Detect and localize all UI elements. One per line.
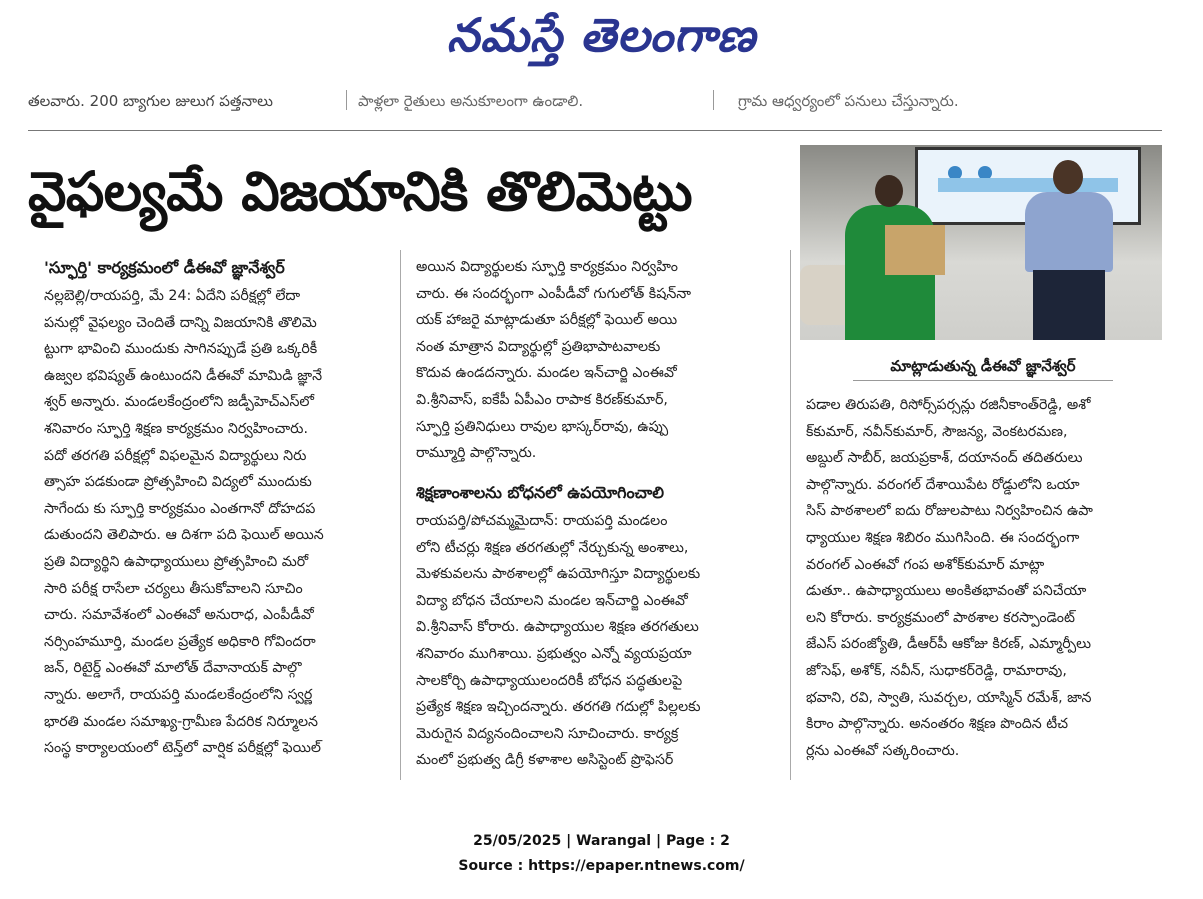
text-line: రాయపర్తి/పోచమ్మమైదాన్: రాయపర్తి మండలం [416, 513, 668, 529]
text-line: స్ఫూర్తి ప్రతినిధులు రావుల భాస్కర్‌రావు, ఉప్పు [416, 418, 669, 435]
text-line: నంత మాత్రాన విద్యార్థుల్లో ప్రతిభాపాటవాలకు [416, 338, 661, 355]
text-line: అబ్దుల్ సాబీర్, జయప్రకాశ్, దయానంద్ తదితరులు [806, 450, 1083, 467]
text-line: డుతూ.. ఉపాధ్యాయులు అంకితభావంతో పనిచేయా [806, 583, 1087, 600]
cut-text-right: గ్రామ ఆధ్వర్యంలో పనులు చేస్తున్నారు. [738, 92, 959, 110]
text-line: క్‌కుమార్, నవీన్‌కుమార్, సౌజన్య, వెంకటరమణ, [806, 423, 1068, 440]
person-woman [835, 175, 945, 340]
text-line: సాగేందు కు స్ఫూర్తి కార్యక్రమం ఎంతగానో దోహదప [44, 500, 316, 517]
text-line: ప్రత్యేక శిక్షణ ఇచ్చిందన్నారు. తరగతి గదుల్లో పిల్లలకు [416, 699, 701, 716]
subheading-2: శిక్షణాంశాలను బోధనలో ఉపయోగించాలి [416, 483, 664, 502]
text-line: న్నారు. అలాగే, రాయపర్తి మండలకేంద్రంలోని స్వర్ణ [44, 686, 313, 703]
column-1 [44, 283, 390, 762]
text-line: జేఎస్ పరంజ్యోతి, డీఆర్‌పీ ఆకోజు కిరణ్, ఎమ్మార్పీలు [806, 636, 1092, 653]
footer-source: Source : https://epaper.ntnews.com/ [458, 858, 745, 874]
divider [346, 90, 347, 110]
cut-text-mid: పాళ్లలా రైతులు అనుకూలంగా ఉండాలి. [358, 92, 584, 110]
text-line: నర్సింహమూర్తి, మండల ప్రత్యేక అధికారి గోవిందరా [44, 633, 316, 650]
column-2b [416, 508, 778, 774]
text-line: వి.శ్రీనివాస్ కోరారు. ఉపాధ్యాయుల శిక్షణ తరగతులు [416, 619, 699, 636]
text-line: ధ్యాయుల శిక్షణ శిబిరం ముగిసింది. ఈ సందర్భంగా [806, 529, 1080, 546]
text-line: అయిన విద్యార్థులకు స్ఫూర్తి కార్యక్రమం నిర్వహిం [416, 259, 678, 275]
footer-date-edition: 25/05/2025 | Warangal | Page : 2 [473, 833, 730, 849]
text-line: లని కోరారు. కార్యక్రమంలో పాఠశాల కరస్పాండెంట్ [806, 609, 1075, 626]
text-line: శనివారం స్ఫూర్తి శిక్షణ కార్యక్రమం నిర్వహించారు. [44, 420, 308, 437]
text-line: సిస్ పాఠశాలలో ఐదు రోజులపాటు నిర్వహించిన ఉపా [806, 503, 1093, 520]
text-line: ర్లను ఎంఈవో సత్కరించారు. [806, 742, 960, 759]
text-line: వరంగల్ ఎంఈవో గంప అశోక్‌కుమార్ మాట్లా [806, 556, 1045, 573]
text-line: మంలో ప్రభుత్వ డిగ్రీ కళాశాల అసిస్టెంట్ ప్రొఫెసర్ [416, 752, 674, 769]
text-line: భారతి మండల సమాఖ్య-గ్రామీణ పేదరిక నిర్మూలన [44, 713, 318, 730]
text-line: ఉజ్వల భవిష్యత్ ఉంటుందని డీఈవో మామిడి జ్ఞానే [44, 367, 323, 384]
text-line: చారు. సమావేశంలో ఎంఈవో అనురాధ, ఎంపీడీవో [44, 607, 314, 624]
text-line: యక్ హాజరై మాట్లాడుతూ పరీక్షల్లో ఫెయిల్ అయి [416, 312, 678, 329]
text-line: సాలకోర్చి ఉపాధ్యాయులందరికీ బోధన పద్ధతులపై [416, 672, 683, 689]
text-line: జోసెఫ్, అశోక్, నవీన్, సుధాకర్‌రెడ్డి, రామారావు, [806, 662, 1067, 679]
text-line: మెరుగైన విద్యనందించాలని సూచించారు. కార్యక్ర [416, 725, 679, 742]
cut-off-strip [28, 88, 1162, 114]
top-rule [28, 130, 1162, 131]
text-line: చారు. ఈ సందర్భంగా ఎంపీడీవో గుగులోత్ కిషన్‌నా [416, 285, 692, 302]
divider [713, 90, 714, 110]
text-line: ట్టుగా భావించి ముందుకు సాగినప్పుడే ప్రతి ఒక్కరికీ [44, 341, 318, 358]
text-line: లోని టీచర్లు శిక్షణ తరగతుల్లో నేర్చుకున్న అంశాలు, [416, 539, 689, 556]
text-line: మెళకువలను పాఠశాలల్లో ఉపయోగిస్తూ విద్యార్థులకు [416, 566, 701, 583]
news-photo [800, 145, 1162, 340]
text-line: కొదువ ఉండదన్నారు. మండల ఇన్‌చార్జి ఎంఈవో [416, 365, 677, 382]
photo-caption: మాట్లాడుతున్న డీఈవో జ్ఞానేశ్వర్ [853, 352, 1113, 381]
text-line: పాల్గొన్నారు. వరంగల్ దేశాయిపేట రోడ్డులోని ఒయా [806, 476, 1080, 493]
text-line: భవాని, రవి, స్వాతి, సువర్చల, యాస్మిన్ రమేశ్, జాన [806, 689, 1092, 706]
headline: వైఫల్యమే విజయానికి తొలిమెట్టు [28, 160, 693, 223]
text-line: సంస్థ కార్యాలయంలో టెన్త్‌లో వార్షిక పరీక్షల్లో ఫెయిల్ [44, 740, 321, 757]
column-2a [416, 254, 778, 467]
column-divider [790, 250, 791, 780]
text-line: ప్రతి విద్యార్థిని ఉపాధ్యాయులు ప్రోత్సహించి మరో [44, 553, 309, 570]
text-line: పదో తరగతి పరీక్షల్లో విఫలమైన విద్యార్థులు నిరు [44, 447, 307, 464]
text-line: కిరాం పాల్గొన్నారు. అనంతరం శిక్షణ పొందిన టీచ [806, 716, 1068, 733]
text-line: పనుల్లో వైఫల్యం చెందితే దాన్ని విజయానికి తొలిమె [44, 314, 317, 331]
masthead-title: నమస్తే తెలంగాణ [446, 8, 757, 62]
text-line: నల్లబెల్లి/రాయపర్తి, మే 24: ఏదేని పరీక్షల్లో లేదా [44, 288, 301, 304]
text-line: సారి పరీక్ష రాసేలా చర్యలు తీసుకోవాలని సూచిం [44, 580, 303, 597]
text-line: పడాల తిరుపతి, రిసోర్స్‌పర్సన్లు రజినీకాంత్‌రెడ్డి, అశో [806, 397, 1091, 413]
person-man [1015, 160, 1120, 340]
masthead-logo [0, 0, 1203, 82]
text-line: విద్యా బోధన చేయాలని మండల ఇన్‌చార్జి ఎంఈవో [416, 592, 688, 609]
column-divider [400, 250, 401, 780]
text-line: వి.శ్రీనివాస్, ఐకేపీ ఏపీఎం రాపాక కిరణ్‌కుమార్, [416, 391, 668, 408]
text-line: రామ్మూర్తి పాల్గొన్నారు. [416, 445, 537, 462]
text-line: శ్వర్ అన్నారు. మండలకేంద్రంలోని జడ్పీహెచ్ఎస్‌లో [44, 394, 315, 411]
column-3 [806, 392, 1162, 764]
text-line: త్సాహ పడకుండా ప్రోత్సహించి విద్యలో ముందుకు [44, 474, 312, 491]
subheading-1: 'స్ఫూర్తి' కార్యక్రమంలో డీఈవో జ్ఞానేశ్వర్ [44, 258, 285, 277]
text-line: శనివారం ముగిశాయి. ప్రభుత్వం ఎన్నో వ్యయప్రయా [416, 645, 692, 662]
text-line: డుతుందని తెలిపారు. ఆ దిశగా పది ఫెయిల్ అయిన [44, 527, 324, 544]
text-line: జన్, రిటైర్డ్ ఎంఈవో మాలోత్ దేవానాయక్ పాల్గొ [44, 660, 302, 677]
cut-text-left: తలవారు. 200 బ్యాగుల జులుగ పత్తనాలు [28, 92, 273, 110]
